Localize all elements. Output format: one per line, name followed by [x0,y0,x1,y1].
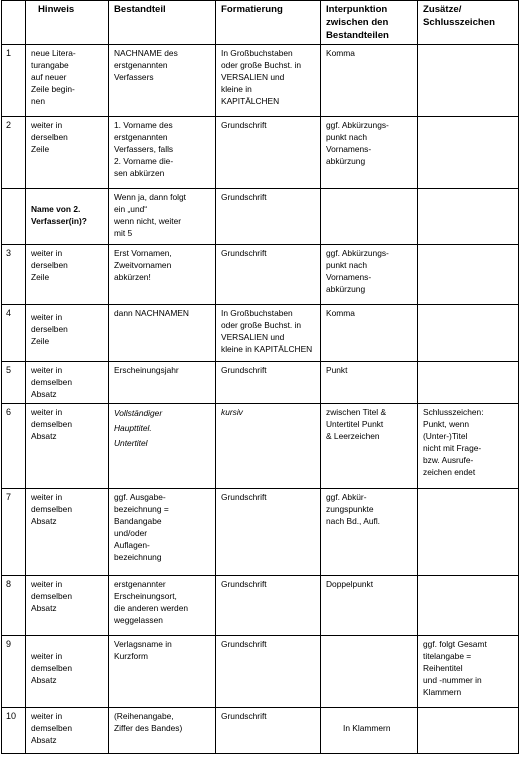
cell-hinweis: weiter in demselben Absatz [26,576,109,636]
cell-formatierung: Grundschrift [216,245,321,305]
row-number [2,189,26,245]
cell-bestandteil: erstgenannter Erscheinungsort, die anderen werden weggelassen [109,576,216,636]
cell-zusatz: ggf. folgt Gesamt titelangabe = Reihentitel und -nummer in Klammern [418,636,519,708]
table-row [2,189,519,245]
row-number: 10 [2,708,26,754]
header-zusaetze: Zusätze/ Schlusszeichen [418,1,519,45]
cell-formatierung: Grundschrift [216,708,321,754]
header-formatierung: Formatierung [216,1,321,45]
table-row [2,576,519,636]
cell-interpunktion: zwischen Titel & Untertitel Punkt & Leerzeichen [321,404,418,489]
cell-bestandteil: Vollständiger Haupttitel. Untertitel [109,404,216,489]
cell-interpunktion [321,636,418,708]
row-number: 9 [2,636,26,708]
cell-formatierung: Grundschrift [216,576,321,636]
cell-interpunktion: Komma [321,45,418,117]
table-row [2,404,519,489]
cell-hinweis: weiter in demselben Absatz [26,636,109,708]
cell-formatierung: Grundschrift [216,189,321,245]
cell-formatierung: In Großbuchstaben oder große Buchst. in VERSALIEN und kleine in KAPITÄLCHEN [216,45,321,117]
cell-zusatz [418,245,519,305]
cell-hinweis: weiter in derselben Zeile [26,117,109,189]
cell-bestandteil: Verlagsname in Kurzform [109,636,216,708]
cell-hinweis: weiter in derselben Zeile [26,245,109,305]
cell-zusatz [418,489,519,576]
cell-zusatz [418,362,519,404]
cell-interpunktion: Komma [321,305,418,362]
header-bestandteil: Bestandteil [109,1,216,45]
cell-zusatz [418,45,519,117]
table-row [2,245,519,305]
cell-interpunktion: ggf. Abkür- zungspunkte nach Bd., Aufl. [321,489,418,576]
cell-hinweis: weiter in demselben Absatz [26,708,109,754]
header-interpunktion: Interpunktion zwischen den Bestandteilen [321,1,418,45]
cell-zusatz: Schlusszeichen: Punkt, wenn (Unter-)Titel nicht mit Frage- bzw. Ausrufe- zeichen endet [418,404,519,489]
citation-format-table [1,0,519,754]
cell-formatierung: Grundschrift [216,489,321,576]
cell-hinweis: weiter in demselben Absatz [26,489,109,576]
cell-bestandteil: 1. Vorname des erstgenannten Verfassers, falls 2. Vorname die- sen abkürzen [109,117,216,189]
cell-formatierung: Grundschrift [216,636,321,708]
cell-bestandteil: NACHNAME des erstgenannten Verfassers [109,45,216,117]
table-row [2,708,519,754]
row-number: 4 [2,305,26,362]
cell-bestandteil: dann NACHNAMEN [109,305,216,362]
row-number: 8 [2,576,26,636]
cell-bestandteil: (Reihenangabe, Ziffer des Bandes) [109,708,216,754]
cell-zusatz [418,576,519,636]
table-row [2,45,519,117]
cell-formatierung: kursiv [216,404,321,489]
cell-hinweis: Name von 2. Verfasser(in)? [26,189,109,245]
cell-bestandteil: Wenn ja, dann folgt ein „und“ wenn nicht, weiter mit 5 [109,189,216,245]
table-row [2,305,519,362]
cell-interpunktion: In Klammern [321,708,418,754]
cell-zusatz [418,305,519,362]
cell-hinweis: neue Litera- turangabe auf neuer Zeile begin- nen [26,45,109,117]
cell-hinweis: weiter in derselben Zeile [26,305,109,362]
cell-zusatz [418,189,519,245]
table-row [2,636,519,708]
header-hinweis: Hinweis [26,1,109,45]
row-number: 5 [2,362,26,404]
cell-bestandteil: Erst Vornamen, Zweitvornamen abkürzen! [109,245,216,305]
cell-formatierung: In Großbuchstaben oder große Buchst. in VERSALIEN und kleine in KAPITÄLCHEN [216,305,321,362]
cell-interpunktion: Doppelpunkt [321,576,418,636]
cell-bestandteil: ggf. Ausgabe- bezeichnung = Bandangabe und/oder Auflagen- bezeichnung [109,489,216,576]
table-row [2,362,519,404]
cell-bestandteil: Erscheinungsjahr [109,362,216,404]
cell-interpunktion: Punkt [321,362,418,404]
header-num [2,1,26,45]
cell-formatierung: Grundschrift [216,117,321,189]
row-number: 7 [2,489,26,576]
table-row [2,117,519,189]
header-row [2,1,519,45]
cell-zusatz [418,708,519,754]
table-row [2,489,519,576]
row-number: 3 [2,245,26,305]
row-number: 2 [2,117,26,189]
cell-interpunktion [321,189,418,245]
cell-zusatz [418,117,519,189]
cell-hinweis: weiter in demselben Absatz [26,404,109,489]
cell-hinweis: weiter in demselben Absatz [26,362,109,404]
cell-interpunktion: ggf. Abkürzungs- punkt nach Vornamens- abkürzung [321,117,418,189]
cell-interpunktion: ggf. Abkürzungs- punkt nach Vornamens- abkürzung [321,245,418,305]
row-number: 6 [2,404,26,489]
row-number: 1 [2,45,26,117]
cell-formatierung: Grundschrift [216,362,321,404]
